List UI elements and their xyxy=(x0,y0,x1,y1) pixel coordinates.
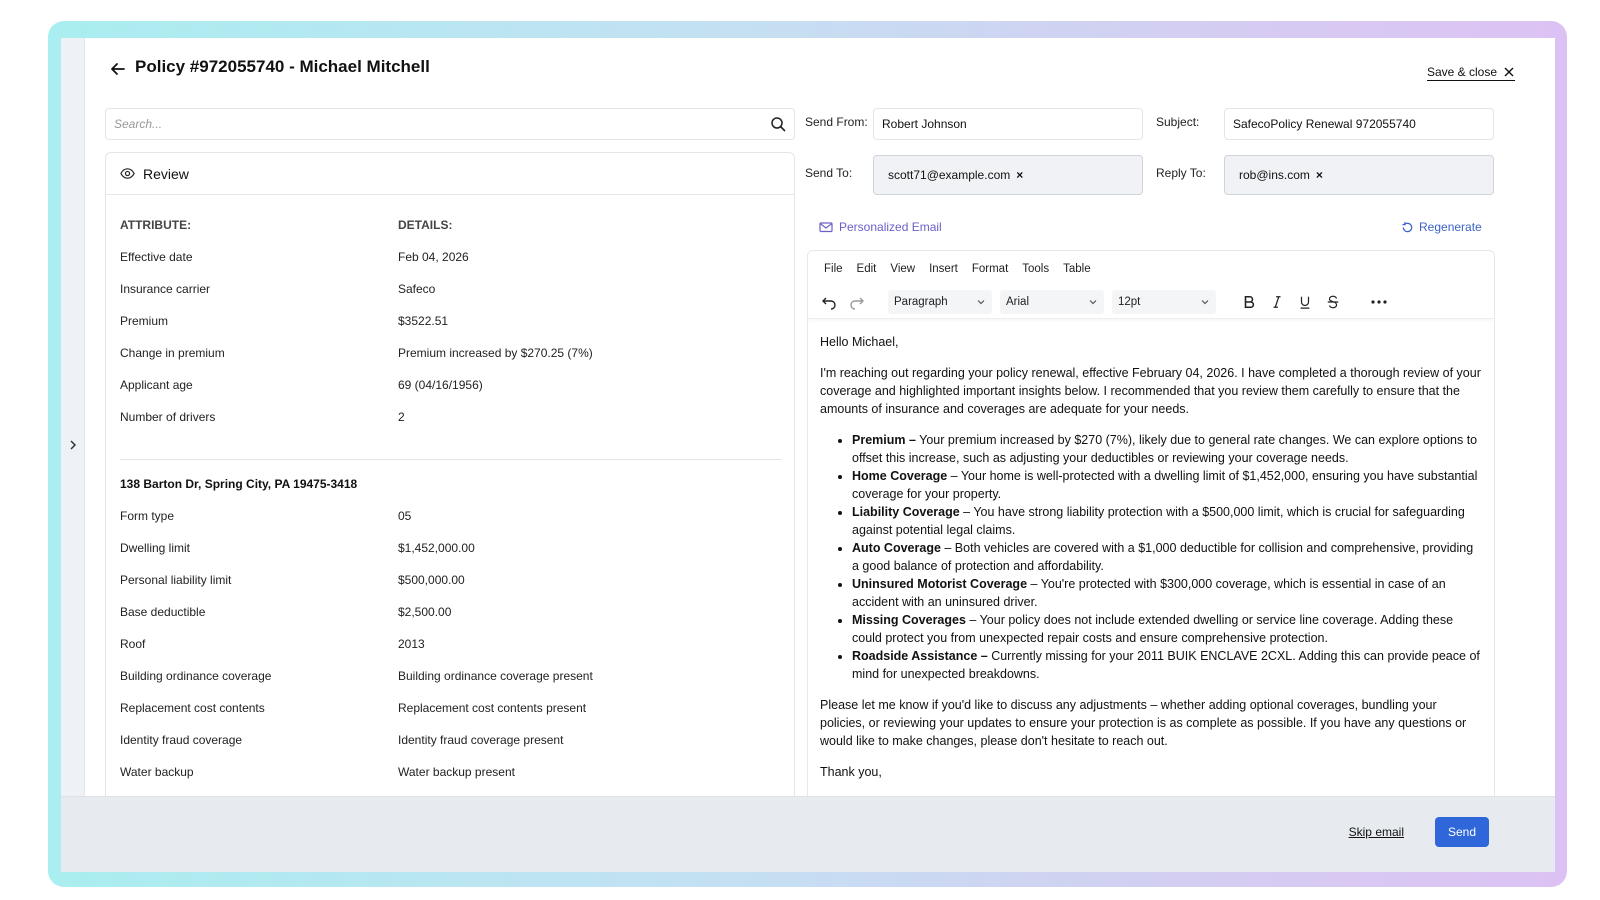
menu-edit[interactable]: Edit xyxy=(856,263,877,275)
recipient-email: scott71@example.com xyxy=(888,168,1011,182)
review-panel xyxy=(105,152,795,872)
strikethrough-button[interactable] xyxy=(1322,291,1344,313)
editor-menubar xyxy=(808,251,1494,285)
save-close-label: Save & close xyxy=(1426,65,1497,79)
menu-file[interactable]: File xyxy=(824,263,843,275)
redo-icon xyxy=(849,294,865,310)
table-row xyxy=(120,628,780,660)
underline-button[interactable] xyxy=(1294,291,1316,313)
personalized-email-tag xyxy=(819,220,942,234)
bullet-title: Missing Coverages xyxy=(852,613,966,627)
attribute-label: Base deductible xyxy=(120,605,206,619)
list-item xyxy=(852,503,1482,539)
underline-icon xyxy=(1298,295,1312,309)
table-row xyxy=(120,660,780,692)
font-size-value: 12pt xyxy=(1118,295,1141,308)
review-header xyxy=(106,153,794,195)
attribute-label: Building ordinance coverage xyxy=(120,669,272,683)
send-to-label: Send To: xyxy=(805,166,853,180)
editor-toolbar xyxy=(808,285,1494,319)
table-row xyxy=(120,532,780,564)
remove-recipient-icon[interactable]: × xyxy=(1016,168,1024,182)
insights-list xyxy=(820,431,1482,683)
page-title: Policy #972055740 - Michael Mitchell xyxy=(135,57,430,76)
bullet-text: Currently missing for your 2011 BUIK ENCLAVE 2CXL. Adding this can provide peace of mind for unexpected breakdowns. xyxy=(852,649,1480,681)
attribute-label: Water backup xyxy=(120,765,194,779)
table-row xyxy=(120,305,780,337)
bullet-title: Premium – xyxy=(852,433,916,447)
italic-icon xyxy=(1270,295,1284,309)
attribute-value: Water backup present xyxy=(398,765,515,779)
send-from-value: Robert Johnson xyxy=(882,117,967,131)
block-format-select[interactable] xyxy=(888,290,992,314)
send-from-field[interactable] xyxy=(873,108,1143,140)
attribute-value: 2 xyxy=(398,410,405,424)
attribute-label: Roof xyxy=(120,637,146,651)
table-header xyxy=(120,209,780,241)
attribute-label: Number of drivers xyxy=(120,410,216,424)
search-input[interactable] xyxy=(114,117,770,131)
chevron-down-icon xyxy=(1200,297,1210,307)
back-arrow-icon[interactable] xyxy=(109,60,127,78)
refresh-icon xyxy=(1401,221,1414,234)
strikethrough-icon xyxy=(1326,295,1340,309)
attribute-table xyxy=(106,209,794,788)
policy-email-window xyxy=(61,38,1555,872)
more-options-button[interactable] xyxy=(1368,291,1390,313)
chevron-down-icon xyxy=(976,297,986,307)
bullet-text: – You're protected with $300,000 coverage, which is essential in case of an accident with an uninsured driver. xyxy=(852,577,1446,609)
details-column-header: DETAILS: xyxy=(398,218,453,232)
table-row xyxy=(120,369,780,401)
list-item xyxy=(852,647,1482,683)
attribute-label: Insurance carrier xyxy=(120,282,211,296)
email-body[interactable] xyxy=(808,319,1494,781)
attribute-label: Effective date xyxy=(120,250,193,264)
attribute-value: Replacement cost contents present xyxy=(398,701,587,715)
reply-to-field[interactable] xyxy=(1224,155,1494,195)
attribute-value: Building ordinance coverage present xyxy=(398,669,593,683)
reply-to-label: Reply To: xyxy=(1156,166,1206,180)
redo-button[interactable] xyxy=(848,293,866,311)
attribute-label: Identity fraud coverage xyxy=(120,733,243,747)
attribute-column-header: ATTRIBUTE: xyxy=(120,218,192,232)
list-item xyxy=(852,575,1482,611)
attribute-value: Premium increased by $270.25 (7%) xyxy=(398,346,593,360)
attribute-value: $3522.51 xyxy=(398,314,449,328)
skip-email-link[interactable]: Skip email xyxy=(1348,825,1404,839)
menu-format[interactable]: Format xyxy=(971,263,1009,275)
subject-value: SafecoPolicy Renewal 972055740 xyxy=(1233,117,1416,131)
closing-paragraph: Please let me know if you'd like to discuss any adjustments – whether adding optional coverages, bundling your policies, or reviewing your updates to ensure your protection is as complete as possible. If you have any questions or would like to make changes, please don't hesitate to reach out. xyxy=(820,698,1467,748)
signoff: Thank you, xyxy=(820,765,882,779)
close-icon xyxy=(1503,66,1515,78)
table-row xyxy=(120,273,780,305)
send-button[interactable]: Send xyxy=(1435,817,1489,847)
reply-to-chip xyxy=(1233,168,1329,182)
attribute-value: $500,000.00 xyxy=(398,573,465,587)
envelope-icon xyxy=(819,220,833,234)
bold-button[interactable] xyxy=(1238,291,1260,313)
table-row xyxy=(120,500,780,532)
bullet-text: – Your policy does not include extended dwelling or service line coverage. Adding these could protect you from unexpected repair costs and ensure comprehensive protection. xyxy=(852,613,1454,645)
italic-button[interactable] xyxy=(1266,291,1288,313)
attribute-value: $1,452,000.00 xyxy=(398,541,475,555)
email-editor xyxy=(807,250,1495,872)
recipient-chip xyxy=(882,168,1029,182)
list-item xyxy=(852,611,1482,647)
table-row xyxy=(120,564,780,596)
save-close-button[interactable] xyxy=(1427,65,1515,81)
collapsed-sidebar[interactable] xyxy=(61,38,85,872)
list-item xyxy=(852,539,1482,575)
table-row xyxy=(120,241,780,273)
chevron-right-icon[interactable] xyxy=(67,439,79,451)
bullet-title: Home Coverage xyxy=(852,469,948,483)
send-from-label: Send From: xyxy=(805,115,868,129)
send-to-field[interactable] xyxy=(873,155,1143,195)
attribute-value: $2,500.00 xyxy=(398,605,452,619)
attribute-label: Premium xyxy=(120,314,169,328)
list-item xyxy=(852,431,1482,467)
bold-icon xyxy=(1242,295,1256,309)
search-box xyxy=(105,108,795,140)
menu-view[interactable]: View xyxy=(890,263,916,275)
block-format-value: Paragraph xyxy=(894,295,948,308)
bullet-text: – Both vehicles are covered with a $1,000 deductible for collision and comprehensive, providing a good balance of protection and affordability. xyxy=(852,541,1474,573)
attribute-value: 2013 xyxy=(398,637,425,651)
subject-label: Subject: xyxy=(1156,115,1200,129)
font-family-value: Arial xyxy=(1006,295,1030,308)
more-horizontal-icon xyxy=(1371,299,1387,305)
regenerate-button[interactable] xyxy=(1401,220,1482,234)
menu-tools[interactable]: Tools xyxy=(1022,263,1050,275)
intro-paragraph: I'm reaching out regarding your policy renewal, effective February 04, 2026. I have completed a thorough review of your coverage and highlighted important insights below. I recommended that you review them carefully to ensure that the amounts of insurance and coverages are adequate for your needs. xyxy=(820,366,1481,416)
menu-insert[interactable]: Insert xyxy=(929,263,958,275)
reply-to-email: rob@ins.com xyxy=(1239,168,1310,182)
table-row xyxy=(120,596,780,628)
bullet-text: – Your home is well-protected with a dwelling limit of $1,452,000, ensuring you have substantial coverage for your property. xyxy=(852,469,1478,501)
bullet-title: Liability Coverage xyxy=(852,505,960,519)
review-title: Review xyxy=(143,165,189,182)
undo-icon xyxy=(821,294,837,310)
greeting: Hello Michael, xyxy=(820,335,899,349)
attribute-value: Safeco xyxy=(398,282,436,296)
attribute-label: Replacement cost contents xyxy=(120,701,265,715)
bullet-text: – You have strong liability protection with a $500,000 limit, which is crucial for safeguarding against potential legal claims. xyxy=(852,505,1465,537)
attribute-label: Change in premium xyxy=(120,346,225,360)
attribute-value: Feb 04, 2026 xyxy=(398,250,469,264)
section-divider xyxy=(120,459,782,460)
menu-table[interactable]: Table xyxy=(1063,263,1091,275)
bullet-title: Auto Coverage xyxy=(852,541,941,555)
table-row xyxy=(120,756,780,788)
table-row xyxy=(120,337,780,369)
table-row xyxy=(120,724,780,756)
undo-button[interactable] xyxy=(820,293,838,311)
font-size-select[interactable] xyxy=(1112,290,1216,314)
personalized-email-label: Personalized Email xyxy=(839,220,942,234)
attribute-label: Personal liability limit xyxy=(120,573,232,587)
attribute-label: Applicant age xyxy=(120,378,193,392)
property-address: 138 Barton Dr, Spring City, PA 19475-3418 xyxy=(120,477,358,491)
attribute-value: 69 (04/16/1956) xyxy=(398,378,483,392)
footer-bar xyxy=(61,796,1555,872)
table-row xyxy=(120,692,780,724)
attribute-value: 05 xyxy=(398,509,412,523)
attribute-value: Identity fraud coverage present xyxy=(398,733,564,747)
table-row xyxy=(120,401,780,433)
subject-field[interactable] xyxy=(1224,108,1494,140)
attribute-label: Form type xyxy=(120,509,175,523)
eye-icon xyxy=(120,166,135,181)
regenerate-label: Regenerate xyxy=(1419,220,1482,234)
bullet-text: Your premium increased by $270 (7%), likely due to general rate changes. We can explore options to offset this increase, such as adjusting your deductibles or reviewing your coverage needs. xyxy=(852,433,1478,465)
search-icon[interactable] xyxy=(770,116,786,132)
attribute-label: Dwelling limit xyxy=(120,541,191,555)
list-item xyxy=(852,467,1482,503)
bullet-title: Roadside Assistance – xyxy=(852,649,988,663)
bullet-title: Uninsured Motorist Coverage xyxy=(852,577,1028,591)
font-family-select[interactable] xyxy=(1000,290,1104,314)
chevron-down-icon xyxy=(1088,297,1098,307)
remove-reply-to-icon[interactable]: × xyxy=(1315,168,1323,182)
